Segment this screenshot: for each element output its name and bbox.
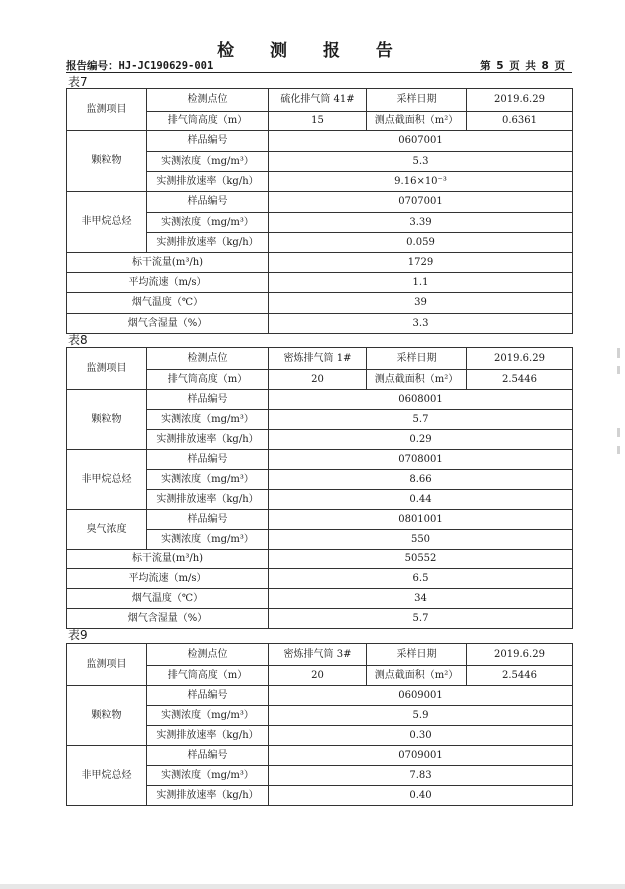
stack-height-label: 排气筒高度（m） (147, 370, 269, 390)
header-divider (66, 72, 572, 73)
section-area-label: 测点截面积（m²） (367, 666, 467, 686)
scan-artifact (617, 348, 620, 358)
sample-no-label: 样品编号 (147, 510, 269, 530)
table-8-label: 表8 (68, 333, 88, 347)
avg-velocity-value: 6.5 (269, 569, 573, 589)
emission-rate-label: 实测排放速率（kg/h） (147, 726, 269, 746)
monitor-point-label: 检测点位 (147, 644, 269, 666)
concentration-label: 实测浓度（mg/m³） (147, 706, 269, 726)
sample-no-label: 样品编号 (147, 192, 269, 213)
avg-velocity-label: 平均流速（m/s） (67, 569, 269, 589)
nmhc-label: 非甲烷总烃 (67, 746, 147, 806)
monitor-point-label: 检测点位 (147, 89, 269, 112)
sample-no-label: 样品编号 (147, 450, 269, 470)
std-flow-label: 标干流量(m³/h) (67, 550, 269, 569)
scan-artifact (617, 428, 620, 437)
monitor-point-value: 密炼排气筒 1# (269, 348, 367, 370)
concentration-label: 实测浓度（mg/m³） (147, 410, 269, 430)
nmhc-emission-rate: 0.059 (269, 233, 573, 253)
sample-no-label: 样品编号 (147, 131, 269, 152)
particulate-sample-no: 0607001 (269, 131, 573, 152)
nmhc-concentration: 8.66 (269, 470, 573, 490)
concentration-label: 实测浓度（mg/m³） (147, 470, 269, 490)
particulate-sample-no: 0608001 (269, 390, 573, 410)
emission-rate-label: 实测排放速率（kg/h） (147, 233, 269, 253)
section-area-value: 0.6361 (467, 112, 573, 131)
odor-concentration-label: 实测浓度（mg/m³） (147, 530, 269, 550)
section-area-value: 2.5446 (467, 370, 573, 390)
flue-temp-value: 39 (269, 293, 573, 314)
table-9-label: 表9 (68, 628, 88, 642)
scan-artifact (617, 446, 620, 454)
sample-date-label: 采样日期 (367, 644, 467, 666)
scan-artifact (617, 366, 620, 374)
nmhc-sample-no: 0707001 (269, 192, 573, 213)
section-area-label: 测点截面积（m²） (367, 112, 467, 131)
moisture-value: 5.7 (269, 609, 573, 629)
particulate-emission-rate: 0.30 (269, 726, 573, 746)
monitor-item-header: 监测项目 (67, 348, 147, 390)
std-flow-value: 1729 (269, 253, 573, 273)
sample-no-label: 样品编号 (147, 390, 269, 410)
emission-rate-label: 实测排放速率（kg/h） (147, 430, 269, 450)
particulate-emission-rate: 0.29 (269, 430, 573, 450)
sample-date-label: 采样日期 (367, 89, 467, 112)
page-info: 第 5 页 共 8 页 (480, 60, 566, 72)
concentration-label: 实测浓度（mg/m³） (147, 766, 269, 786)
moisture-label: 烟气含湿量（%） (67, 609, 269, 629)
odor-concentration: 550 (269, 530, 573, 550)
table-7 (66, 88, 573, 334)
avg-velocity-label: 平均流速（m/s） (67, 273, 269, 293)
stack-height-label: 排气筒高度（m） (147, 112, 269, 131)
std-flow-label: 标干流量(m³/h) (67, 253, 269, 273)
report-header (66, 58, 570, 72)
particulate-label: 颗粒物 (67, 390, 147, 450)
particulate-concentration: 5.7 (269, 410, 573, 430)
concentration-label: 实测浓度（mg/m³） (147, 152, 269, 172)
particulate-label: 颗粒物 (67, 686, 147, 746)
sample-date-value: 2019.6.29 (467, 89, 573, 112)
monitor-point-value: 密炼排气筒 3# (269, 644, 367, 666)
particulate-label: 颗粒物 (67, 131, 147, 192)
nmhc-emission-rate: 0.40 (269, 786, 573, 806)
odor-sample-no: 0801001 (269, 510, 573, 530)
flue-temp-label: 烟气温度（℃） (67, 293, 269, 314)
nmhc-concentration: 3.39 (269, 213, 573, 233)
sample-no-label: 样品编号 (147, 686, 269, 706)
emission-rate-label: 实测排放速率（kg/h） (147, 172, 269, 192)
monitor-point-value: 硫化排气筒 41# (269, 89, 367, 112)
emission-rate-label: 实测排放速率（kg/h） (147, 786, 269, 806)
nmhc-emission-rate: 0.44 (269, 490, 573, 510)
sample-no-label: 样品编号 (147, 746, 269, 766)
std-flow-value: 50552 (269, 550, 573, 569)
sample-date-value: 2019.6.29 (467, 348, 573, 370)
section-area-label: 测点截面积（m²） (367, 370, 467, 390)
avg-velocity-value: 1.1 (269, 273, 573, 293)
nmhc-label: 非甲烷总烃 (67, 450, 147, 510)
stack-height-value: 15 (269, 112, 367, 131)
sample-date-value: 2019.6.29 (467, 644, 573, 666)
moisture-value: 3.3 (269, 314, 573, 334)
emission-rate-label: 实测排放速率（kg/h） (147, 490, 269, 510)
odor-label: 臭气浓度 (67, 510, 147, 550)
report-number: 报告编号：HJ-JC190629-001 (66, 60, 214, 72)
particulate-concentration: 5.9 (269, 706, 573, 726)
nmhc-sample-no: 0709001 (269, 746, 573, 766)
monitor-item-header: 监测项目 (67, 644, 147, 686)
section-area-value: 2.5446 (467, 666, 573, 686)
stack-height-label: 排气筒高度（m） (147, 666, 269, 686)
monitor-point-label: 检测点位 (147, 348, 269, 370)
table-7-label: 表7 (68, 75, 88, 89)
concentration-label: 实测浓度（mg/m³） (147, 213, 269, 233)
scan-bottom-edge (0, 884, 625, 889)
particulate-concentration: 5.3 (269, 152, 573, 172)
particulate-sample-no: 0609001 (269, 686, 573, 706)
nmhc-sample-no: 0708001 (269, 450, 573, 470)
flue-temp-value: 34 (269, 589, 573, 609)
monitor-item-header: 监测项目 (67, 89, 147, 131)
moisture-label: 烟气含湿量（%） (67, 314, 269, 334)
stack-height-value: 20 (269, 666, 367, 686)
flue-temp-label: 烟气温度（℃） (67, 589, 269, 609)
particulate-emission-rate: 9.16×10⁻³ (269, 172, 573, 192)
stack-height-value: 20 (269, 370, 367, 390)
table-8 (66, 347, 573, 629)
sample-date-label: 采样日期 (367, 348, 467, 370)
nmhc-label: 非甲烷总烃 (67, 192, 147, 253)
table-9 (66, 643, 573, 806)
nmhc-concentration: 7.83 (269, 766, 573, 786)
report-title: 检 测 报 告 (217, 41, 408, 61)
